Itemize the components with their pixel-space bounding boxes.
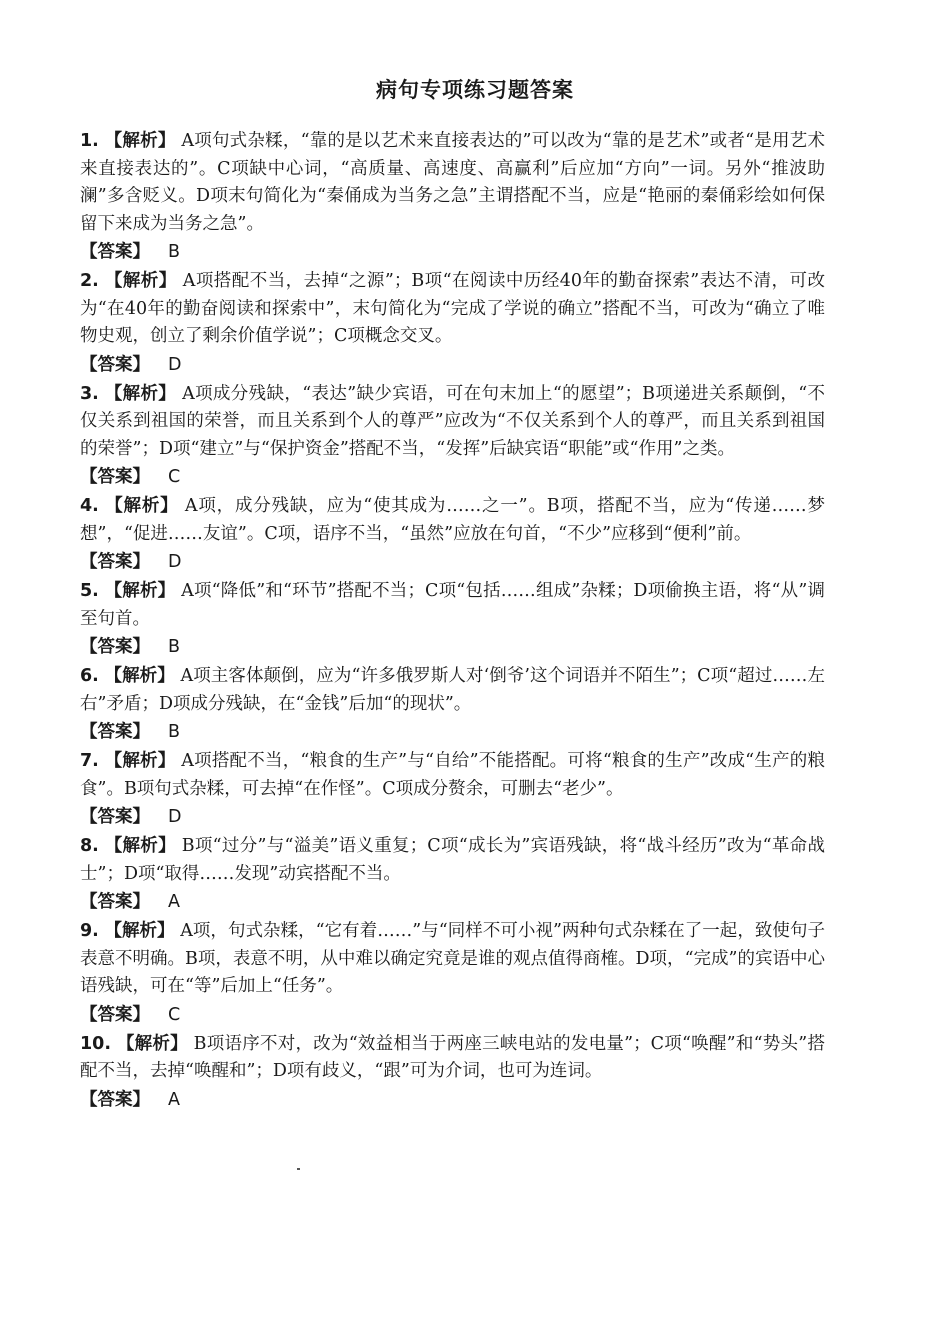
analysis-text: A项，句式杂糅，“它有着……”与“同样不可小视”两种句式杂糅在了一起，致使句子表意不明确。B项，表意不明，从中难以确定究竟是谁的观点值得商榷。D项，“完成”的宾语中心语残缺，可在“等”后加上“任务”。	[80, 921, 825, 996]
analysis-tag: 【解析】	[104, 751, 176, 771]
answer-line	[80, 1087, 825, 1114]
answer-value: C	[168, 467, 181, 487]
answer-tag: 【答案】	[80, 637, 150, 657]
answer-tag: 【答案】	[80, 467, 150, 487]
question-number: 10.	[80, 1033, 112, 1054]
question-number: 1.	[80, 131, 99, 151]
answer-value: D	[168, 552, 182, 572]
analysis-paragraph	[80, 1031, 825, 1086]
question-number: 4.	[80, 496, 99, 516]
answer-item-1	[80, 128, 825, 266]
analysis-text: A项句式杂糅，“靠的是以艺术来直接表达的”可以改为“靠的是艺术”或者“是用艺术来直接表达的”。C项缺中心词，“高质量、高速度、高赢利”后应加“方向”一词。另外“推波助澜”多含贬义。D项末句简化为“秦俑成为当务之急”主谓搭配不当，应是“艳丽的秦俑彩绘如何保留下来成为当务之急”。	[80, 131, 825, 234]
analysis-tag: 【解析】	[105, 496, 179, 516]
answer-item-10	[80, 1031, 825, 1114]
analysis-paragraph	[80, 381, 825, 464]
analysis-text: A项搭配不当，“粮食的生产”与“自给”不能搭配。可将“粮食的生产”改成“生产的粮食”。B项句式杂糅，可去掉“在作怪”。C项成分赘余，可删去“老少”。	[80, 751, 825, 799]
question-number: 9.	[80, 921, 99, 941]
question-number: 5.	[80, 581, 99, 601]
answer-line	[80, 549, 825, 576]
answer-item-4	[80, 493, 825, 576]
analysis-tag: 【解析】	[104, 666, 175, 686]
answer-tag: 【答案】	[80, 892, 150, 912]
answer-tag: 【答案】	[80, 1004, 150, 1025]
analysis-text: A项成分残缺，“表达”缺少宾语，可在句末加上“的愿望”；B项递进关系颠倒，“不仅关系到祖国的荣誉，而且关系到个人的尊严”应改为“不仅关系到个人的尊严，而且关系到祖国的荣誉”；D项“建立”与“保护资金”搭配不当，“发挥”后缺宾语“职能”或“作用”之类。	[80, 383, 825, 459]
analysis-paragraph	[80, 128, 825, 238]
analysis-text: A项“降低”和“环节”搭配不当；C项“包括……组成”杂糅；D项偷换主语，将“从”调至句首。	[80, 581, 825, 629]
answer-value: B	[168, 637, 181, 657]
answer-line	[80, 889, 825, 916]
analysis-paragraph	[80, 268, 825, 351]
answer-value: D	[168, 354, 182, 375]
analysis-paragraph	[80, 578, 825, 633]
analysis-paragraph	[80, 833, 825, 888]
answer-value: C	[168, 1004, 181, 1025]
answer-item-7	[80, 748, 825, 831]
answer-value: B	[168, 242, 181, 262]
answer-tag: 【答案】	[80, 807, 150, 827]
scan-speck	[297, 1168, 300, 1170]
analysis-text: B项语序不对，改为“效益相当于两座三峡电站的发电量”；C项“唤醒”和“势头”搭配不当，去掉“唤醒和”；D项有歧义，“跟”可为介词，也可为连词。	[80, 1033, 825, 1081]
analysis-tag: 【解析】	[104, 383, 177, 404]
answer-item-6	[80, 663, 825, 746]
analysis-paragraph	[80, 493, 825, 548]
answer-item-3	[80, 381, 825, 492]
question-number: 2.	[80, 271, 99, 291]
answer-value: A	[168, 1089, 180, 1110]
analysis-text: B项“过分”与“溢美”语义重复；C项“成长为”宾语残缺，将“战斗经历”改为“革命战士”；D项“取得……发现”动宾搭配不当。	[80, 836, 825, 884]
answer-line	[80, 352, 825, 379]
analysis-text: A项，成分残缺，应为“使其成为……之一”。B项，搭配不当，应为“传递……梦想”，“促进……友谊”。C项，语序不当，“虽然”应放在句首，“不少”应移到“便利”前。	[80, 496, 825, 544]
question-number: 7.	[80, 751, 99, 771]
answer-list	[80, 128, 825, 1116]
answer-item-9	[80, 918, 825, 1029]
analysis-tag: 【解析】	[104, 836, 176, 856]
answer-line	[80, 1002, 825, 1029]
answer-item-2	[80, 268, 825, 379]
answer-value: D	[168, 807, 182, 827]
analysis-tag: 【解析】	[104, 131, 176, 151]
page-title: 病句专项练习题答案	[376, 77, 574, 102]
answer-tag: 【答案】	[80, 552, 150, 572]
analysis-tag: 【解析】	[104, 581, 176, 601]
question-number: 3.	[80, 383, 99, 404]
answer-line	[80, 239, 825, 266]
answer-tag: 【答案】	[80, 722, 150, 742]
analysis-paragraph	[80, 748, 825, 803]
answer-line	[80, 719, 825, 746]
analysis-text: A项主客体颠倒，应为“许多俄罗斯人对‘倒爷’这个词语并不陌生”；C项“超过……左右”矛盾；D项成分残缺，在“金钱”后加“的现状”。	[80, 666, 825, 714]
answer-line	[80, 634, 825, 661]
analysis-tag: 【解析】	[116, 1033, 188, 1054]
analysis-tag: 【解析】	[104, 921, 175, 941]
question-number: 6.	[80, 666, 99, 686]
analysis-text: A项搭配不当，去掉“之源”；B项“在阅读中历经40年的勤奋探索”表达不清，可改为“在40年的勤奋阅读和探索中”，末句简化为“完成了学说的确立”搭配不当，可改为“确立了唯物史观，创立了剩余价值学说”；C项概念交叉。	[80, 271, 825, 346]
answer-item-8	[80, 833, 825, 916]
analysis-paragraph	[80, 663, 825, 718]
answer-tag: 【答案】	[80, 1089, 150, 1110]
analysis-paragraph	[80, 918, 825, 1001]
analysis-tag: 【解析】	[104, 271, 177, 291]
question-number: 8.	[80, 836, 99, 856]
answer-value: B	[168, 722, 181, 742]
answer-line	[80, 804, 825, 831]
answer-tag: 【答案】	[80, 354, 150, 375]
answer-item-5	[80, 578, 825, 661]
answer-value: A	[168, 892, 180, 912]
answer-line	[80, 464, 825, 491]
answer-tag: 【答案】	[80, 242, 150, 262]
